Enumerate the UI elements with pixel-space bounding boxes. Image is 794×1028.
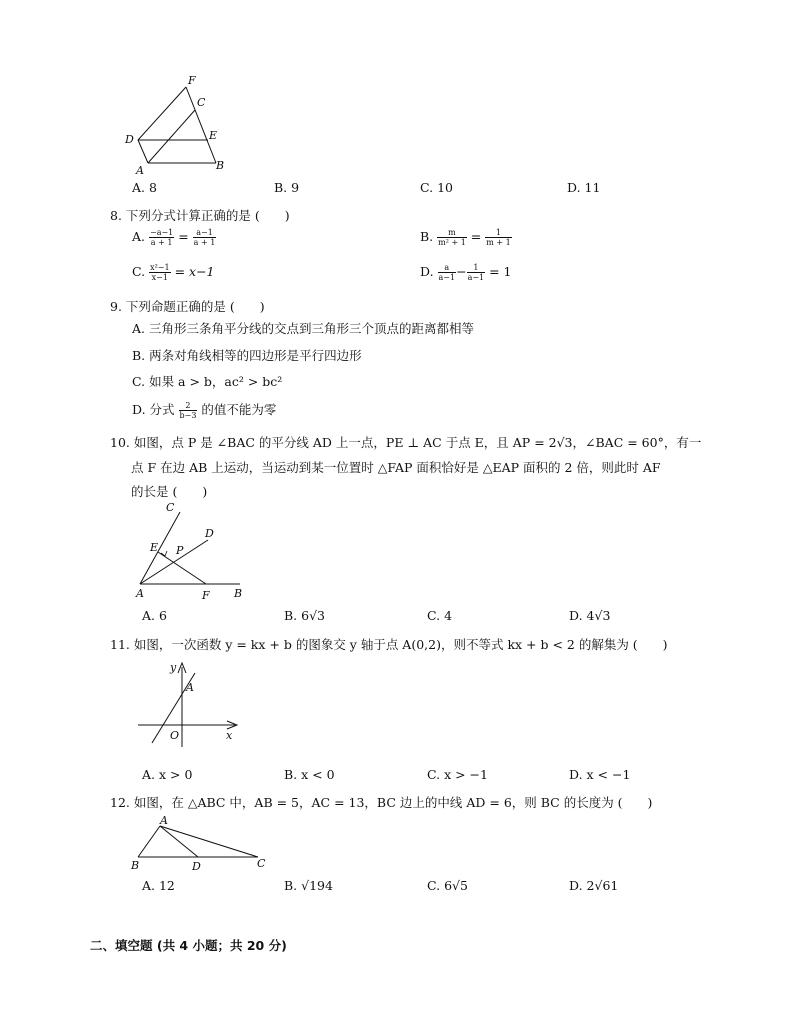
q12-option-c: C. 6√5 xyxy=(427,878,468,893)
q7-option-d: D. 11 xyxy=(567,180,601,195)
q8-option-b: B. $\frac{m}{\text{m² + 1}}$ = $\frac{1}{m + 1}$ xyxy=(420,228,511,247)
fig12-label-d: D xyxy=(192,860,201,872)
fig11-label-a: A xyxy=(186,681,194,694)
q12-stem: 12. 如图，在 △ABC 中，AB = 5，AC = 13，BC 边上的中线 AD = 6，则 BC 的长度为 ( ) xyxy=(110,795,653,810)
q11-option-d: D. x < −1 xyxy=(569,767,631,782)
q8-option-c: C. $\frac{\text{x²−1}}{x-1}$ = x−1 xyxy=(132,263,215,282)
q11-option-a: A. x > 0 xyxy=(142,767,193,782)
fig10-label-e: E xyxy=(150,541,159,554)
fig10-label-a: A xyxy=(136,587,144,600)
fig11-label-o: O xyxy=(170,729,180,742)
q7-option-a: A. 8 xyxy=(132,180,157,195)
fig11-label-x: x xyxy=(226,729,233,742)
q7-figure xyxy=(120,72,230,177)
fig10-label-c: C xyxy=(166,501,175,514)
fig7-label-a: A xyxy=(136,164,144,177)
q8-stem: 8. 下列分式计算正确的是 ( ) xyxy=(110,208,290,223)
fig10-label-b: B xyxy=(234,587,243,600)
q11-option-c: C. x > −1 xyxy=(427,767,488,782)
q11-stem: 11. 如图，一次函数 y = kx + b 的图象交 y 轴于点 A(0,2)，则不等式 kx + b < 2 的解集为 ( ) xyxy=(110,637,668,652)
q11-option-b: B. x < 0 xyxy=(284,767,335,782)
q11-figure xyxy=(130,655,245,755)
q9-option-a: A. 三角形三条角平分线的交点到三角形三个顶点的距离都相等 xyxy=(132,321,474,336)
fig10-label-p: P xyxy=(176,544,184,557)
q9-stem: 9. 下列命题正确的是 ( ) xyxy=(110,299,265,314)
q10-option-c: C. 4 xyxy=(427,608,453,623)
q10-figure xyxy=(128,500,258,604)
fig10-label-d: D xyxy=(205,527,214,540)
q12-option-b: B. √194 xyxy=(284,878,333,893)
q10-option-b: B. 6√3 xyxy=(284,608,326,623)
fig7-label-c: C xyxy=(197,96,206,109)
q9-option-b: B. 两条对角线相等的四边形是平行四边形 xyxy=(132,348,362,363)
q12-figure xyxy=(128,812,273,872)
q10-stem-line1: 10. 如图，点 P 是 ∠BAC 的平分线 AD 上一点，PE ⊥ AC 于点 E，且 AP = 2√3，∠BAC = 60°，有一 xyxy=(110,435,702,450)
q8-option-a: A. $\frac{-a-1}{a + 1}$ = $\frac{a-1}{a + 1}$ xyxy=(132,228,216,247)
q9-option-d: D. 分式 $\frac{2}{b-3}$ 的值不能为零 xyxy=(132,401,277,420)
q9-option-c: C. 如果 a > b，ac² > bc² xyxy=(132,374,283,389)
q7-option-c: C. 10 xyxy=(420,180,453,195)
q10-stem-line3: 的长是 ( ) xyxy=(131,484,208,499)
q8-option-d: D. $\frac{a}{a-1}$ − $\frac{1}{a-1}$ = 1 xyxy=(420,263,512,282)
fig12-label-b: B xyxy=(131,859,140,872)
fig7-label-b: B xyxy=(216,159,225,172)
fig7-label-f: F xyxy=(188,74,196,87)
fig12-label-c: C xyxy=(257,857,266,870)
fig11-label-y: y xyxy=(170,661,177,674)
fig7-label-d: D xyxy=(125,133,134,146)
q7-option-b: B. 9 xyxy=(274,180,300,195)
fig10-label-f: F xyxy=(202,589,210,602)
q10-option-a: A. 6 xyxy=(142,608,167,623)
q12-option-a: A. 12 xyxy=(142,878,175,893)
fig7-label-e: E xyxy=(209,129,218,142)
section-2-title: 二、填空题 (共 4 小题；共 20 分) xyxy=(90,938,287,953)
fig12-label-a: A xyxy=(160,814,168,827)
q10-option-d: D. 4√3 xyxy=(569,608,611,623)
q10-stem-line2: 点 F 在边 AB 上运动，当运动到某一位置时 △FAP 面积恰好是 △EAP 面积的 2 倍，则此时 AF xyxy=(131,460,661,475)
q12-option-d: D. 2√61 xyxy=(569,878,619,893)
